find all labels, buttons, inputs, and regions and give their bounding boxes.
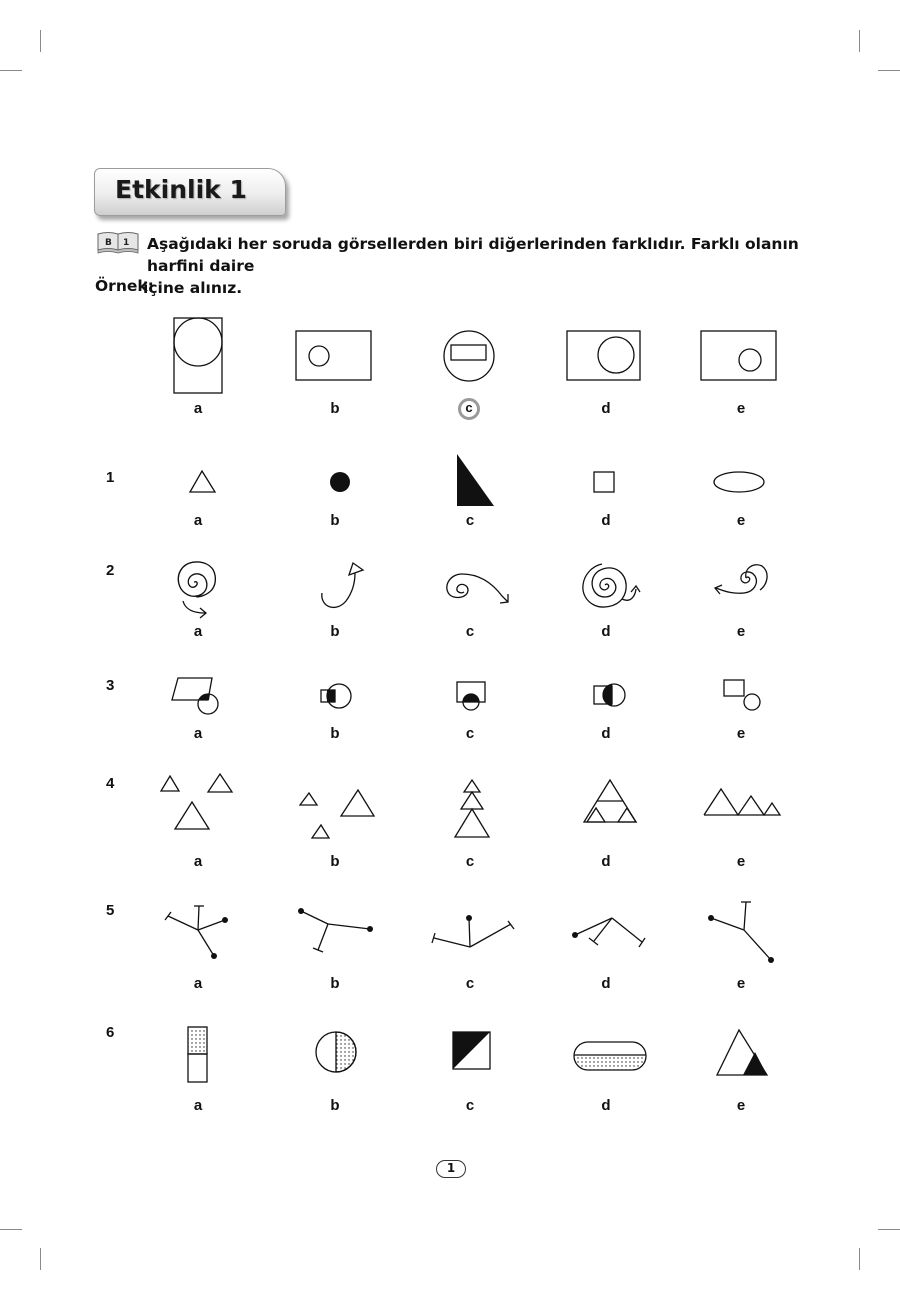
page-number-badge [436,1160,466,1178]
crop-mark [40,1248,41,1270]
example-figure-a[interactable] [172,316,226,396]
q1-figure-d-square[interactable] [592,470,616,494]
q6-figure-d-dotted-capsule[interactable] [572,1040,648,1072]
q2-option-a-label[interactable]: a [193,623,203,640]
q6-option-b-label[interactable]: b [330,1097,340,1114]
q1-option-b-label[interactable]: b [330,512,340,529]
question-number: 3 [106,677,115,694]
q3-figure-c[interactable] [455,680,489,712]
activity-title-tab [94,168,286,216]
example-figure-e[interactable] [700,330,778,382]
q2-option-e-label[interactable]: e [736,623,746,640]
q2-figure-e-spiral-arrow[interactable] [710,560,770,606]
q3-option-c-label[interactable]: c [465,725,475,742]
q6-option-a-label[interactable]: a [193,1097,203,1114]
q3-figure-e[interactable] [722,678,762,714]
q6-figure-b-dotted-circle[interactable] [315,1030,359,1074]
q1-figure-a-triangle[interactable] [188,469,218,495]
q1-figure-e-ellipse[interactable] [712,470,768,494]
example-option-c-label[interactable]: c [465,400,473,415]
q4-figure-b-triangles[interactable] [298,788,378,840]
q3-option-a-label[interactable]: a [193,725,203,742]
q6-option-d-label[interactable]: d [601,1097,611,1114]
q4-option-a-label[interactable]: a [193,853,203,870]
q2-figure-b-curve-arrow[interactable] [318,561,368,615]
question-number: 5 [106,902,115,919]
q5-figure-d-branches[interactable] [570,914,650,950]
q6-figure-c-black-square[interactable] [451,1030,493,1072]
question-number: 1 [106,469,115,486]
activity-title: Etkinlik 1 [115,175,247,204]
q2-option-c-label[interactable]: c [465,623,475,640]
crop-mark [878,1229,900,1230]
q4-option-b-label[interactable]: b [330,853,340,870]
crop-mark [0,1229,22,1230]
example-option-d-label[interactable]: d [601,400,611,417]
q3-option-d-label[interactable]: d [601,725,611,742]
question-number: 2 [106,562,115,579]
crop-mark [878,70,900,71]
q2-option-b-label[interactable]: b [330,623,340,640]
q4-figure-e-mountains[interactable] [702,786,782,818]
q5-option-e-label[interactable]: e [736,975,746,992]
book-icon [96,230,140,254]
q4-option-d-label[interactable]: d [601,853,611,870]
example-figure-d[interactable] [566,330,644,382]
q1-figure-c-filled-triangle[interactable] [454,452,496,508]
q3-option-e-label[interactable]: e [736,725,746,742]
q1-option-e-label[interactable]: e [736,512,746,529]
crop-mark [859,30,860,52]
q4-figure-a-triangles[interactable] [158,772,238,832]
q4-option-e-label[interactable]: e [736,853,746,870]
q4-option-c-label[interactable]: c [465,853,475,870]
q3-figure-a[interactable] [170,674,224,716]
example-option-a-label[interactable]: a [193,400,203,417]
example-figure-b[interactable] [295,330,373,382]
badge-letter: B [105,238,112,248]
q6-option-e-label[interactable]: e [736,1097,746,1114]
question-number: 4 [106,775,115,792]
q3-option-b-label[interactable]: b [330,725,340,742]
q5-figure-e-branches[interactable] [706,898,778,966]
crop-mark [40,30,41,52]
q5-option-c-label[interactable]: c [465,975,475,992]
q6-option-c-label[interactable]: c [465,1097,475,1114]
badge-number: 1 [123,238,130,248]
page-number: 1 [446,1161,456,1175]
q5-figure-a-branches[interactable] [160,902,236,964]
q4-figure-c-stacked-triangles[interactable] [452,778,492,840]
q5-option-b-label[interactable]: b [330,975,340,992]
instruction-line-2: içine alınız. [143,279,243,297]
q5-figure-c-branches[interactable] [430,912,516,952]
q5-option-d-label[interactable]: d [601,975,611,992]
q2-figure-a-spiral[interactable] [175,561,223,621]
crop-mark [859,1248,860,1270]
q1-option-c-label[interactable]: c [465,512,475,529]
q1-option-d-label[interactable]: d [601,512,611,529]
instruction-text [143,233,837,299]
q1-figure-b-filled-circle[interactable] [328,470,352,494]
question-number: 6 [106,1024,115,1041]
q2-option-d-label[interactable]: d [601,623,611,640]
q1-option-a-label[interactable]: a [193,512,203,529]
example-figure-c[interactable] [442,329,498,383]
q6-figure-e-triangle-black-corner[interactable] [714,1028,770,1078]
q6-figure-a-dotted-rectangle[interactable] [186,1025,210,1085]
q3-figure-d[interactable] [592,682,630,710]
q5-option-a-label[interactable]: a [193,975,203,992]
example-label: Örnek: [95,277,154,295]
example-option-b-label[interactable]: b [330,400,340,417]
q2-figure-d-spiral[interactable] [580,561,644,615]
q3-figure-b[interactable] [318,682,354,710]
q2-figure-c-curl-arrow[interactable] [444,570,514,606]
crop-mark [0,70,22,71]
instruction-line-1: Aşağıdaki her soruda görsellerden biri diğerlerinden farklıdır. Farklı olanın harfini daire [147,235,799,275]
example-option-e-label[interactable]: e [736,400,746,417]
q5-figure-b-branches[interactable] [296,906,376,956]
q4-figure-d-triangles[interactable] [580,778,640,826]
